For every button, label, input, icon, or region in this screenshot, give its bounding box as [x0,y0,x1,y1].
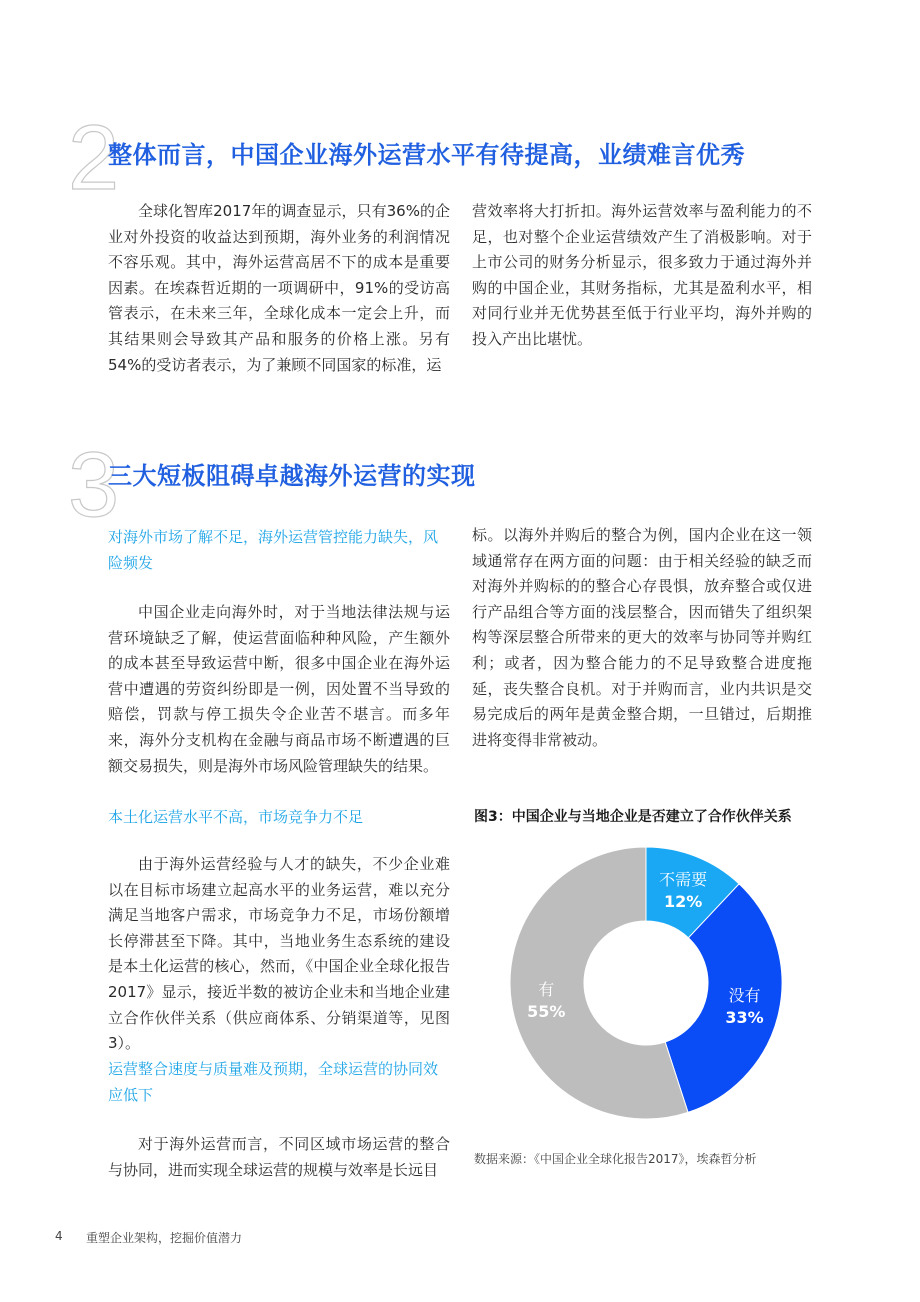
section-2-numeral: 2 [68,107,120,209]
donut-chart [508,845,784,1121]
section-2-col1: 全球化智库2017年的调查显示，只有36%的企业对外投资的收益达到预期，海外业务的利润情况不容乐观。其中，海外运营高居不下的成本是重要因素。在埃森哲近期的一项调研中，91%的受访高管表示，在未来三年，全球化成本一定会上升，而其结果则会导致其产品和服务的价格上涨。另有54%的受访者表示，为了兼顾不同国家的标准，运 [108,202,450,374]
subheading-localization: 本土化运营水平不高，市场竞争力不足 [108,808,364,826]
footer-title: 重塑企业架构，挖掘价值潜力 [86,1231,243,1245]
paragraph-integration: 对于海外运营而言，不同区域市场运营的整合与协同，进而实现全球运营的规模与效率是长远目 [108,1135,450,1179]
section-3-numeral: 3 [68,434,120,536]
slice-label-1: 没有 [728,986,761,1006]
paragraph-market-risk: 中国企业走向海外时，对于当地法律法规与运营环境缺乏了解，使运营面临种种风险，产生额外的成本甚至导致运营中断，很多中国企业在海外运营中遭遇的劳资纠纷即是一例，因处置不当导致的赔偿，罚款与停工损失令企业苦不堪言。而多年来，海外分支机构在金融与商品市场不断遭遇的巨额交易损失，则是海外市场风险管理缺失的结果。 [108,603,450,775]
slice-value-1: 33% [725,1008,764,1028]
slice-value-2: 55% [527,1001,566,1021]
subheading-market-risk: 对海外市场了解不足，海外运营管控能力缺失，风险频发 [108,528,439,572]
paragraph-localization: 由于海外运营经验与人才的缺失，不少企业难以在目标市场建立起高水平的业务运营，难以充分满足当地客户需求，市场竞争力不足，市场份额增长停滞甚至下降。其中，当地业务生态系统的建设是本土化运营的核心，然而，《中国企业全球化报告2017》显示，接近半数的被访企业未和当地企业建立合作伙伴关系（供应商体系、分销渠道等，见图3）。 [108,855,450,1053]
paragraph-integration-cont: 标。以海外并购后的整合为例，国内企业在这一领域通常存在两方面的问题：由于相关经验的缺乏而对海外并购标的的整合心存畏惧，放弃整合或仅进行产品组合等方面的浅层整合，因而错失了组织架构等深层整合所带来的更大的效率与协同等并购红利；或者，因为整合能力的不足导致整合进度拖延，丧失整合良机。对于并购而言，业内共识是交易完成后的两年是黄金整合期，一旦错过，后期推进将变得非常被动。 [472,526,812,749]
subheading-integration: 运营整合速度与质量难及预期，全球运营的协同效应低下 [108,1060,439,1104]
chart-source: 数据来源：《中国企业全球化报告2017》，埃森哲分析 [474,1152,757,1166]
page-number: 4 [55,1229,63,1243]
chart-title: 图3：中国企业与当地企业是否建立了合作伙伴关系 [474,809,792,825]
slice-value-0: 12% [664,892,703,912]
slice-label-0: 不需要 [659,870,708,890]
slice-label-2: 有 [538,979,555,999]
section-2-title: 整体而言，中国企业海外运营水平有待提高，业绩难言优秀 [108,141,745,169]
section-3-title: 三大短板阻碍卓越海外运营的实现 [108,462,476,490]
section-2-col2: 营效率将大打折扣。海外运营效率与盈利能力的不足，也对整个企业运营绩效产生了消极影响。对于上市公司的财务分析显示，很多致力于通过海外并购的中国企业，其财务指标，尤其是盈利水平，相对同行业并无优势甚至低于行业平均，海外并购的投入产出比堪忧。 [472,202,812,348]
